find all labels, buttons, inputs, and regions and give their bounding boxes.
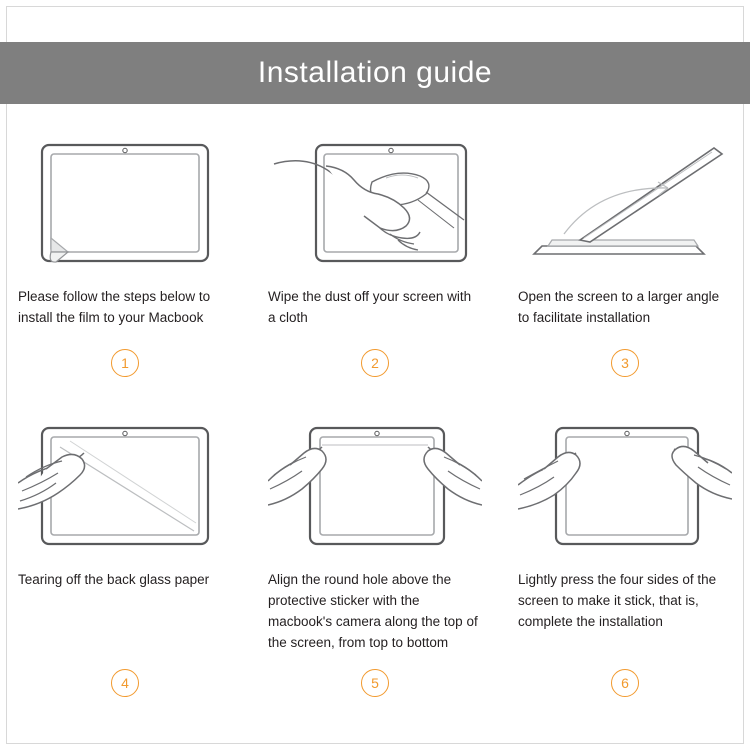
step-5-illustration [268, 425, 482, 547]
step-6-number: 6 [611, 669, 639, 697]
step-5-number-wrap [268, 669, 482, 697]
header-bar [0, 42, 750, 104]
page-title: Installation guide [257, 56, 493, 89]
step-card-2 [250, 130, 500, 377]
step-card-4 [0, 405, 250, 697]
step-card-6 [500, 405, 750, 697]
step-card-1 [0, 130, 250, 377]
step-card-5 [250, 405, 500, 697]
step-1-caption: Please follow the steps below to install the film to your Macbook [18, 289, 211, 325]
step-5-caption: Align the round hole above the protective sticker with the macbook's camera along the top of the screen, from top to bottom [268, 572, 478, 650]
step-2-illustration [268, 142, 482, 264]
step-6-number-wrap [518, 669, 732, 697]
step-1-number-wrap [18, 349, 232, 377]
step-1-illustration [18, 142, 232, 264]
step-4-illustration [18, 425, 232, 547]
step-3-illustration [518, 142, 732, 264]
step-2-caption: Wipe the dust off your screen with a cloth [268, 289, 472, 325]
step-6-caption: Lightly press the four sides of the screen to make it stick, that is, complete the installation [518, 572, 717, 629]
step-card-3 [500, 130, 750, 377]
step-2-number: 2 [361, 349, 389, 377]
step-4-caption: Tearing off the back glass paper [18, 572, 210, 587]
step-3-number: 3 [611, 349, 639, 377]
steps-grid-row-2 [0, 405, 750, 697]
step-1-number: 1 [111, 349, 139, 377]
step-4-number: 4 [111, 669, 139, 697]
step-5-number: 5 [361, 669, 389, 697]
step-4-number-wrap [18, 669, 232, 697]
step-2-number-wrap [268, 349, 482, 377]
steps-grid [0, 130, 750, 377]
step-3-number-wrap [518, 349, 732, 377]
step-6-illustration [518, 425, 732, 547]
step-3-caption: Open the screen to a larger angle to facilitate installation [518, 289, 720, 325]
